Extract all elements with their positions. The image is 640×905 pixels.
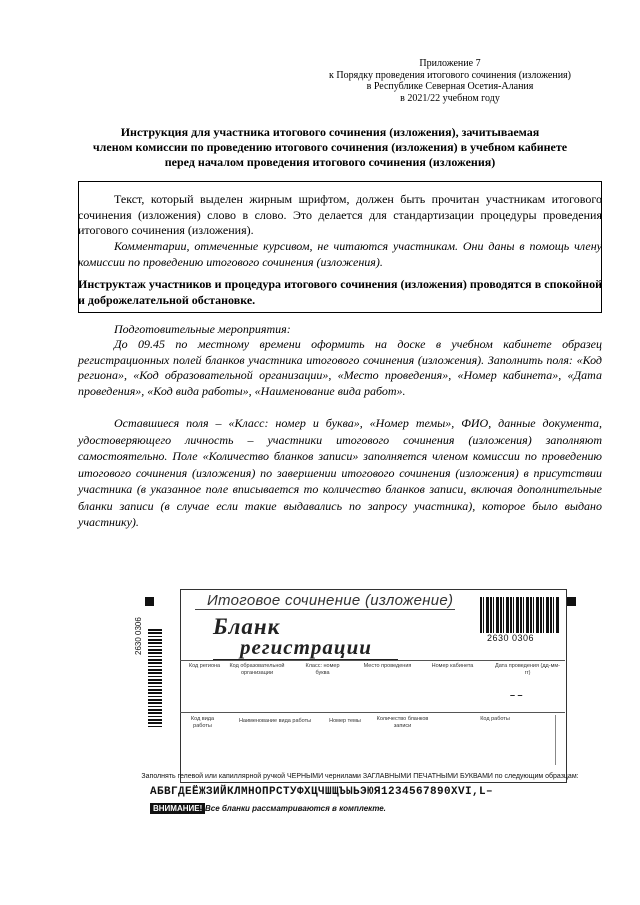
appendix-line: к Порядку проведения итогового сочинения (изложения): [329, 69, 571, 81]
field-label: Код работы: [480, 716, 510, 722]
fill-instruction: Заполнять гелевой или капиллярной ручкой ЧЕРНЫМИ чернилами ЗАГЛАВНЫМИ ПЕЧАТНЫМИ БУКВАМИ по следующим образцам:: [141, 773, 579, 780]
notice-bold-intro: Текст, который выделен жирным шрифтом, должен быть прочитан участникам итогового сочинения (изложения) слово в слово. Это делается для стандартизации процедуры проведения итогового сочинения (изложения).: [78, 192, 602, 237]
barcode-top-number: 2630 0306: [487, 633, 535, 643]
field-label: Наименование вида работы: [238, 718, 312, 724]
date-dashes: – –: [510, 690, 523, 700]
barcode-side-number: 2630 0306: [134, 617, 143, 655]
title-line: перед началом проведения итогового сочинения (изложения): [164, 155, 496, 169]
field-label: Номер кабинета: [431, 663, 474, 669]
form-header-underline: [195, 609, 455, 610]
appendix-line: Приложение 7: [419, 58, 481, 69]
row-line: [180, 660, 565, 661]
attention-text: Все бланки рассматриваются в комплекте.: [205, 804, 386, 813]
prep-heading: Подготовительные мероприятия:: [114, 322, 291, 336]
field-label: Номер темы: [329, 718, 361, 724]
field-label: Код региона: [188, 663, 221, 669]
notice-bold-atmosphere: Инструктаж участников и процедура итогового сочинения (изложения) проводятся в спокойной и доброжелательной обстановке.: [78, 277, 602, 307]
field-label: Количество бланков записи: [376, 716, 429, 729]
prep-paragraph: До 09.45 по местному времени оформить на доске в учебном кабинете образец регистрационных полей бланков участника итогового сочинения (изложения). Заполнить поля: «Код региона», «Код образовательной организации», «Место проведения», «Номер кабинета», «Дата проведения», «Код вида работы», «Наименование вида работ».: [78, 337, 602, 398]
title-line: членом комиссии по проведению итогового сочинения (изложения) в учебном кабинете: [92, 140, 568, 154]
field-label: Место проведения: [363, 663, 412, 669]
registration-form-image: [135, 575, 585, 885]
form-blank-subtitle: регистрации: [240, 635, 372, 659]
appendix-line: в 2021/22 учебном году: [400, 92, 500, 104]
attention-badge: ВНИМАНИЕ!: [150, 803, 205, 814]
form-blank-title: Бланк: [213, 614, 281, 639]
title-line: Инструкция для участника итогового сочинения (изложения), зачитываемая: [120, 125, 540, 139]
field-label: Код вида работы: [190, 716, 215, 729]
corner-marker: [567, 597, 576, 606]
document-title: [60, 125, 600, 170]
field-label: Код образовательной организации: [229, 663, 285, 676]
notice-italic-comment: Комментарии, отмеченные курсивом, не читаются участникам. Они даны в помощь члену комиссии по проведению итогового сочинения (изложения).: [78, 239, 602, 269]
corner-marker: [145, 597, 154, 606]
appendix-header: [300, 58, 600, 104]
appendix-line: в Республике Северная Осетия-Алания: [366, 81, 534, 92]
remaining-fields-paragraph: Оставшиеся поля – «Класс: номер и буква», «Номер темы», ФИО, данные документа, удостоверяющего личность – участники итогового сочинения (изложения) заполняют самостоятельно. Поле «Количество бланков записи» заполняется членом комиссии по проведению итогового сочинения (изложения) по завершении итогового сочинения (изложения) в присутствии участника (в указанное поле вписывается то количество бланков записи, включая дополнительные бланки записи (в случае если такие выдавались по запросу участника), которое было выдано участнику).: [78, 416, 602, 529]
field-label: Дата проведения (дд-мм-гг): [495, 663, 560, 676]
field-label: Класс: номер буква: [305, 663, 340, 676]
form-header: Итоговое сочинение (изложение): [207, 592, 454, 609]
field-divider: [555, 715, 556, 765]
barcode-top: [480, 597, 560, 633]
row-line: [180, 712, 565, 713]
barcode-side: [148, 629, 162, 729]
sample-characters: АБВГДЕЁЖЗИЙКЛМНОПРСТУФХЦЧШЩЪЫЬЭЮЯ1234567890XVI,L–: [150, 786, 494, 798]
